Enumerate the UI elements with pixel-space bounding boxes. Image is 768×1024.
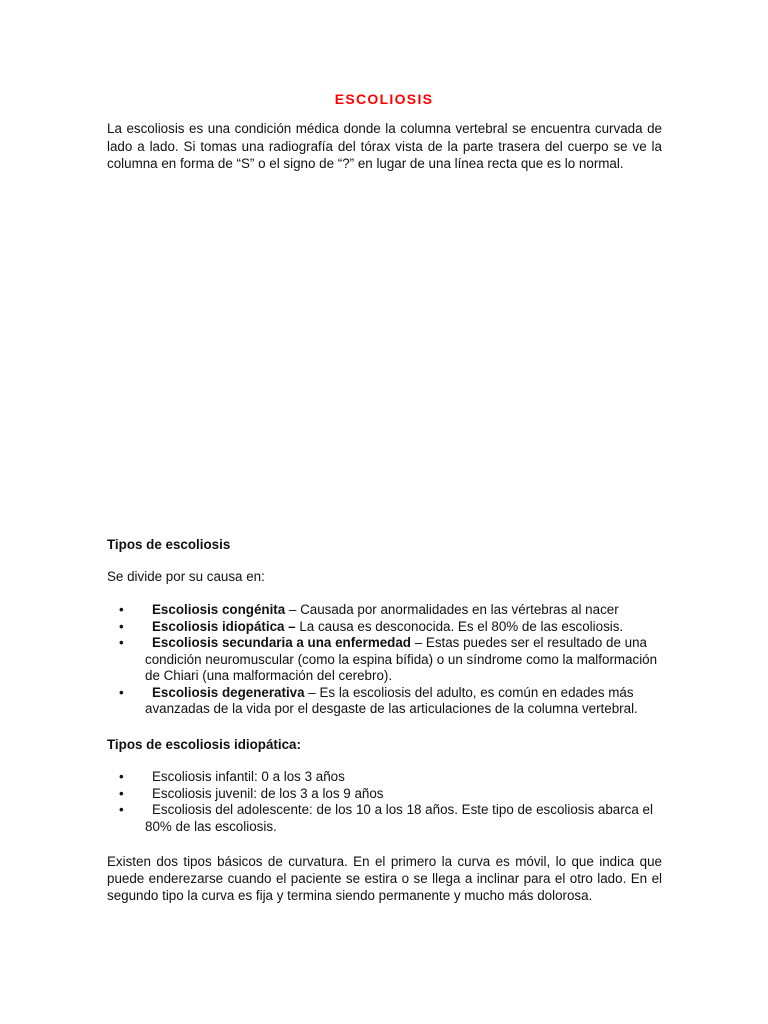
bullet-icon: • [119,684,124,700]
bullet-icon: • [119,618,124,634]
document-title: ESCOLIOSIS [334,91,434,107]
idiopathic-heading: Tipos de escoliosis idiopática: [107,737,301,752]
type-name: Escoliosis degenerativa [152,684,305,700]
type-name: Escoliosis congénita [152,602,286,617]
bullet-icon: • [119,602,124,617]
type-description: – Es la escoliosis del adulto, es común en edades más avanzadas de la vida por el desgaste de las articulaciones de la columna vertebral. [145,684,638,716]
bullet-icon: • [119,769,124,784]
idiopathic-types-list [107,769,662,835]
closing-paragraph: Existen dos tipos básicos de curvatura. En el primero la curva es móvil, lo que indica que puede enderezarse cuando el paciente se estira o se llega a inclinar para el otro lado. En el segundo tipo la curva es fija y termina siendo permanente y mucho más dolorosa. [107,854,662,903]
list-item [107,685,662,718]
types-heading: Tipos de escoliosis [107,537,231,552]
bullet-icon: • [119,802,124,817]
type-description: La causa es desconocida. Es el 80% de las escoliosis. [295,618,624,634]
type-name: Escoliosis secundaria a una enfermedad [152,635,411,650]
list-item [107,619,662,636]
list-item [107,635,662,685]
idiopathic-type-text: Escoliosis juvenil: de los 3 a los 9 años [152,785,384,801]
type-name: Escoliosis idiopática – [152,618,296,634]
list-item [107,786,662,803]
idiopathic-type-text: Escoliosis infantil: 0 a los 3 años [152,769,345,784]
type-description: – Causada por anormalidades en las vértebras al nacer [285,602,619,617]
list-item [107,769,662,786]
intro-paragraph: La escoliosis es una condición médica donde la columna vertebral se encuentra curvada de lado a lado. Si tomas una radiografía del tórax vista de la parte trasera del cuerpo se ve la columna en forma de “S” o el signo de “?” en lugar de una línea recta que es lo normal. [107,121,662,171]
list-item [107,802,662,835]
type-description: – Estas puedes ser el resultado de una condición neuromuscular (como la espina bífida) o un síndrome como la malformación de Chiari (una malformación del cerebro). [145,635,658,683]
types-lead-text: Se divide por su causa en: [107,569,265,584]
types-list [107,602,662,718]
bullet-icon: • [119,785,124,801]
list-item [107,602,662,619]
bullet-icon: • [119,635,124,650]
idiopathic-type-text: Escoliosis del adolescente: de los 10 a los 18 años. Este tipo de escoliosis abarca el 80% de las escoliosis. [145,802,653,834]
